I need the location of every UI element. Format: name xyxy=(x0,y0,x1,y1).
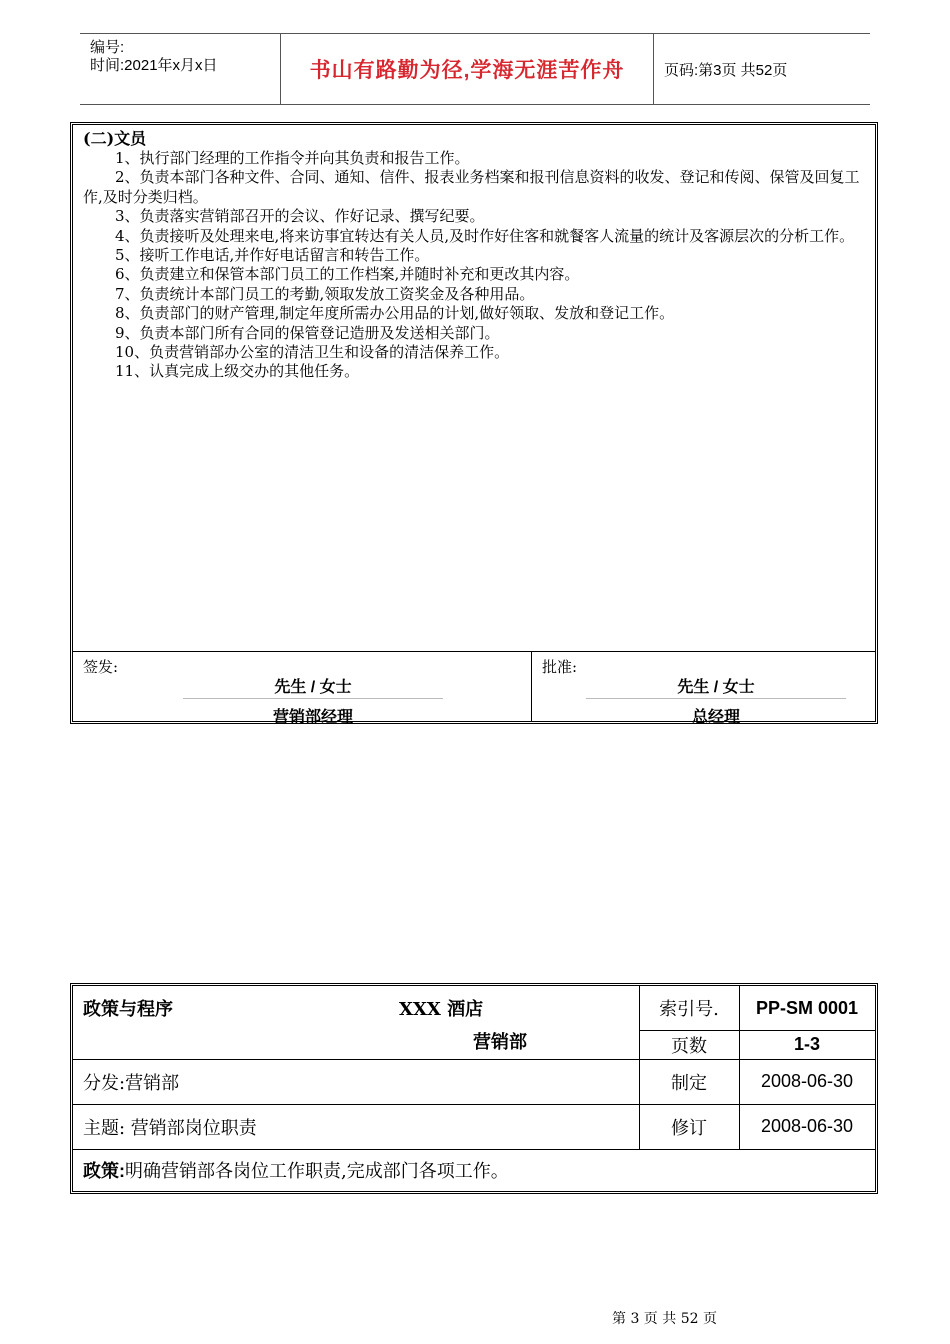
duty-item: 4、负责接听及处理来电,将来访事宜转达有关人员,及时作好住客和就餐客人流量的统计及客源层次的分析工作。 xyxy=(115,226,855,245)
policy-table xyxy=(70,983,878,1194)
issued-label: 签发: xyxy=(83,658,119,676)
page-footer: 第 3 页 共 52 页 xyxy=(612,1311,717,1327)
duty-box xyxy=(70,122,878,724)
header-page-cell xyxy=(654,34,870,104)
approved-title: 总经理 xyxy=(691,709,740,726)
serial-label: 编号: xyxy=(90,39,125,56)
duty-item: 9、负责本部门所有合同的保管登记造册及发送相关部门。 xyxy=(115,323,500,342)
header-motto-cell xyxy=(280,34,654,104)
duty-content xyxy=(73,125,875,655)
duty-item: 6、负责建立和保管本部门员工的工作档案,并随时补充和更改其内容。 xyxy=(115,265,580,284)
duty-item: 10、负责营销部办公室的清洁卫生和设备的清洁保养工作。 xyxy=(115,343,510,362)
made-date: 2008-06-30 xyxy=(760,1071,854,1091)
motto: 书山有路勤为径,学海无涯苦作舟 xyxy=(309,59,625,82)
section-title: (二)文员 xyxy=(83,129,147,148)
duty-item: 1、执行部门经理的工作指令并向其负责和报告工作。 xyxy=(115,149,470,167)
duty-item: 11、认真完成上级交办的其他任务。 xyxy=(115,362,360,381)
approved-cell xyxy=(532,652,875,726)
issued-title: 营销部经理 xyxy=(272,709,353,726)
made-label: 制定 xyxy=(671,1072,707,1094)
issued-name: 先生 / 女士 xyxy=(183,678,443,699)
distribution: 分发:营销部 xyxy=(83,1072,180,1094)
revised-date: 2008-06-30 xyxy=(760,1116,854,1136)
hotel-name: XXX 酒店 xyxy=(399,999,484,1020)
signoff-row xyxy=(73,651,875,726)
issued-cell xyxy=(73,652,532,726)
policy-statement xyxy=(83,1149,509,1191)
revised-label: 修订 xyxy=(671,1117,707,1139)
policy-title: 政策与程序 xyxy=(83,999,173,1019)
subject: 主题: 营销部岗位职责 xyxy=(83,1117,257,1139)
header-meta-cell xyxy=(80,34,280,104)
duty-item: 5、接听工作电话,并作好电话留言和转告工作。 xyxy=(115,246,430,265)
date-label: 时间:2021年x月x日 xyxy=(90,57,218,74)
duty-item: 8、负责部门的财产管理,制定年度所需办公用品的计划,做好领取、发放和登记工作。 xyxy=(115,304,675,323)
policy-label: 政策: xyxy=(83,1161,125,1181)
duty-item: 7、负责统计本部门员工的考勤,领取发放工资奖金及各种用品。 xyxy=(115,284,535,303)
policy-text: 明确营销部各岗位工作职责,完成部门各项工作。 xyxy=(125,1161,509,1182)
pages-value: 1-3 xyxy=(793,1034,820,1054)
duty-item: 3、负责落实营销部召开的会议、作好记录、撰写纪要。 xyxy=(115,207,485,226)
approved-name: 先生 / 女士 xyxy=(586,678,846,699)
pages-label: 页数 xyxy=(671,1035,707,1057)
page-code: 页码:第3页 共52页 xyxy=(664,61,788,79)
department-name: 营销部 xyxy=(473,1032,527,1052)
index-label: 索引号. xyxy=(659,999,719,1020)
approved-label: 批准: xyxy=(542,658,578,676)
index-value: PP-SM 0001 xyxy=(755,997,859,1018)
page-header xyxy=(80,33,870,105)
duty-item: 2、负责本部门各种文件、合同、通知、信件、报表业务档案和报刊信息资料的收发、登记和传阅、保管及回复工作,及时分类归档。 xyxy=(83,168,860,206)
